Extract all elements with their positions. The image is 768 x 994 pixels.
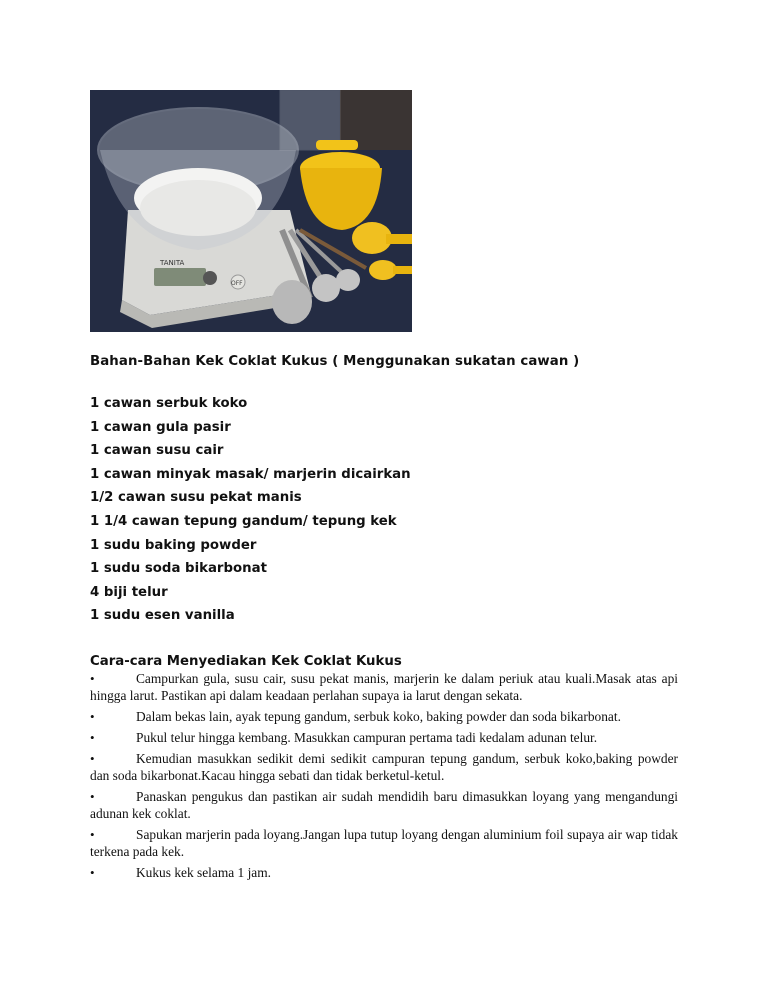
ingredient-item: 1 cawan minyak masak/ marjerin dicairkan [90,466,411,482]
ingredient-item: 1 cawan serbuk koko [90,396,248,411]
step-text: Panaskan pengukus dan pastikan air sudah mendidih baru dimasukkan loyang yang mengandungi adunan kek coklat. [90,789,678,821]
scale-off-label: OFF [231,280,243,287]
bullet-icon: • [90,827,95,842]
bullet-icon: • [90,730,95,745]
scale-brand-label: TANITA [160,259,185,267]
ingredient-item: 4 biji telur [90,584,168,600]
bullet-icon: • [90,865,95,880]
step-text: Pukul telur hingga kembang. Masukkan campuran pertama tadi kedalam adunan telur. [136,730,598,745]
step-text: Kukus kek selama 1 jam. [136,865,271,880]
steps-title: Cara-cara Menyediakan Kek Coklat Kukus [90,654,402,669]
ingredient-item: 1/2 cawan susu pekat manis [90,490,302,506]
step-text: Kemudian masukkan sedikit demi sedikit campuran tepung gandum, serbuk koko,baking powder dan soda bikarbonat.Kacau hingga sebati dan tidak berketul-ketul. [90,751,678,783]
recipe-photo [90,90,412,332]
step-item [90,750,678,784]
step-item [90,708,678,725]
bullet-icon: • [90,789,95,804]
bullet-icon: • [90,751,95,766]
steps-list [90,670,678,885]
bullet-icon: • [90,709,95,724]
ingredient-item: 1 sudu soda bikarbonat [90,561,267,577]
ingredient-item: 1 sudu esen vanilla [90,608,235,624]
step-text: Campurkan gula, susu cair, susu pekat manis, marjerin ke dalam periuk atau kuali.Masak atas api hingga larut. Pastikan api dalam keadaan perlahan supaya ia larut dengan sekata. [90,671,678,703]
step-text: Sapukan marjerin pada loyang.Jangan lupa tutup loyang dengan aluminium foil supaya air wap tidak terkena pada kek. [90,827,678,859]
ingredients-title: Bahan-Bahan Kek Coklat Kukus ( Menggunakan sukatan cawan ) [90,354,580,369]
step-item [90,826,678,860]
bullet-icon: • [90,671,95,686]
step-text: Dalam bekas lain, ayak tepung gandum, serbuk koko, baking powder dan soda bikarbonat. [136,709,621,724]
step-item [90,864,678,881]
ingredient-item: 1 sudu baking powder [90,537,257,553]
ingredient-item: 1 cawan susu cair [90,443,224,459]
step-item [90,670,678,704]
ingredient-item: 1 1/4 cawan tepung gandum/ tepung kek [90,513,397,529]
kitchen-scale-illustration [90,90,412,332]
step-item [90,729,678,746]
ingredients-list [90,396,411,632]
ingredient-item: 1 cawan gula pasir [90,419,231,435]
step-item [90,788,678,822]
